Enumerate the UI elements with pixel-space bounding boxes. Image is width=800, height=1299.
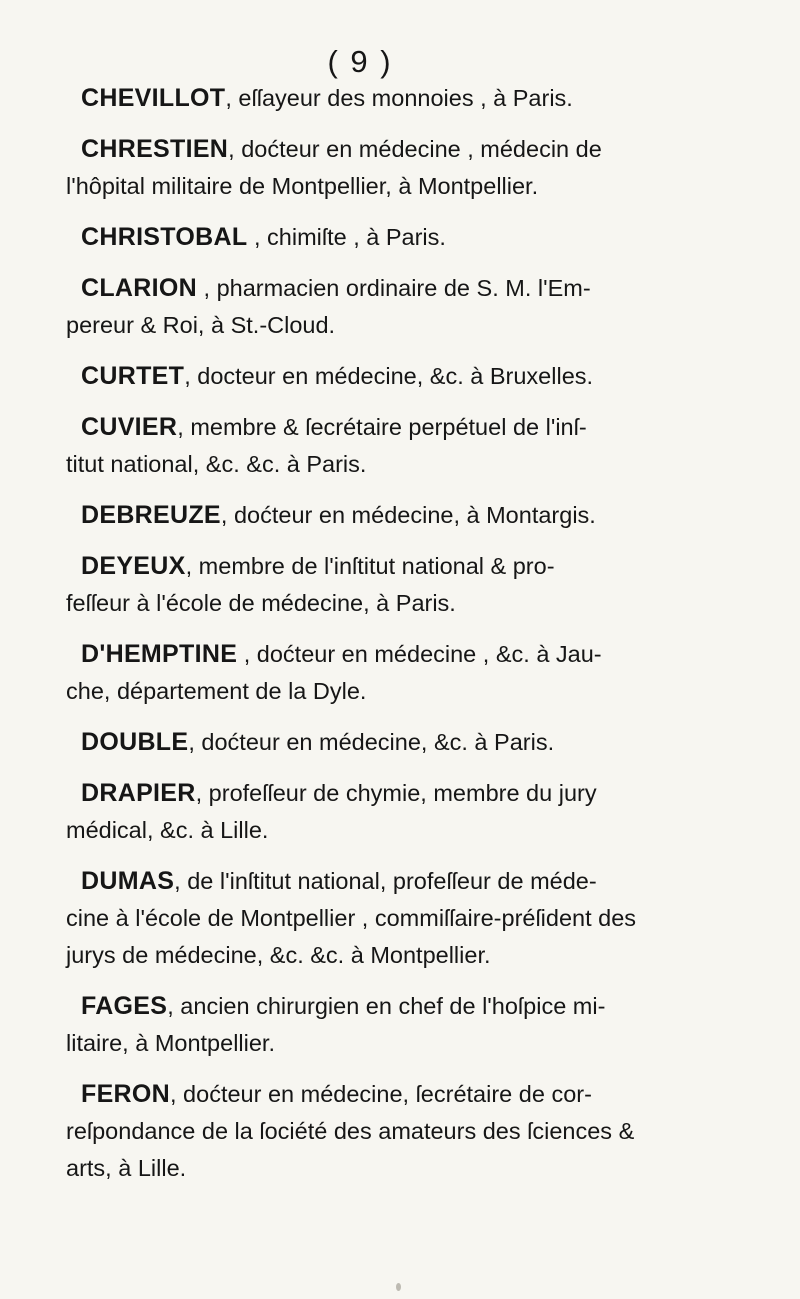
list-entry — [66, 270, 706, 344]
entry-name: DEBREUZE — [81, 501, 221, 529]
list-entry — [66, 863, 706, 974]
list-entry — [66, 1076, 706, 1187]
entry-name: DEYEUX — [81, 552, 186, 580]
entry-text: , docteur en médecine, &c. à Bruxelles. — [184, 363, 594, 389]
entry-name: CURTET — [81, 362, 185, 390]
entry-text: l'hôpital militaire de Montpellier, à Montpellier. — [66, 173, 539, 199]
entry-text: jurys de médecine, &c. &c. à Montpellier. — [66, 942, 491, 968]
entry-text: médical, &c. à Lille. — [66, 817, 269, 843]
list-entry — [66, 409, 706, 483]
entry-name: CHEVILLOT — [81, 84, 226, 112]
entry-name: FAGES — [81, 992, 168, 1020]
entry-text: reſpondance de la ſociété des amateurs des ſciences & — [66, 1118, 635, 1144]
entry-text: , doćteur en médecine , médecin de — [228, 136, 602, 162]
list-entry — [66, 219, 706, 256]
entry-text: arts, à Lille. — [66, 1155, 187, 1181]
list-entry — [66, 988, 706, 1062]
entry-text: , membre & ſecrétaire perpétuel de l'inſ- — [177, 414, 587, 440]
list-entry — [66, 497, 706, 534]
list-entry — [66, 724, 706, 761]
entry-name: D'HEMPTINE — [81, 640, 238, 668]
entry-text: , membre de l'inſtitut national & pro- — [185, 553, 555, 579]
entry-text: pereur & Roi, à St.-Cloud. — [66, 312, 336, 338]
list-entry — [66, 636, 706, 710]
entry-name: FERON — [81, 1080, 170, 1108]
entry-text: , doćteur en médecine, &c. à Paris. — [188, 729, 555, 755]
entry-text: , doćteur en médecine , &c. à Jau- — [237, 641, 602, 667]
list-entry — [66, 80, 706, 117]
list-entry — [66, 775, 706, 849]
entry-text: , doćteur en médecine, à Montargis. — [220, 502, 596, 528]
entry-name: CLARION — [81, 274, 197, 302]
entry-text: , ancien chirurgien en chef de l'hoſpice mi- — [167, 993, 606, 1019]
entry-list — [66, 80, 706, 1201]
entry-text: cine à l'école de Montpellier , commiſſaire-préſident des — [66, 905, 637, 931]
entry-name: DUMAS — [81, 867, 175, 895]
entry-text: , pharmacien ordinaire de S. M. l'Em- — [196, 275, 591, 301]
entry-text: , de l'inſtitut national, profeſſeur de méde- — [174, 868, 597, 894]
entry-text: , chimiſte , à Paris. — [247, 224, 446, 250]
entry-text: , profeſſeur de chymie, membre du jury — [195, 780, 597, 806]
list-entry — [66, 131, 706, 205]
entry-name: DOUBLE — [81, 728, 189, 756]
entry-text: feſſeur à l'école de médecine, à Paris. — [66, 590, 456, 616]
entry-text: che, département de la Dyle. — [66, 678, 367, 704]
entry-name: CHRESTIEN — [81, 135, 229, 163]
entry-name: CHRISTOBAL — [81, 223, 248, 251]
entry-text: , eſſayeur des monnoies , à Paris. — [225, 85, 573, 111]
entry-text: litaire, à Montpellier. — [66, 1030, 275, 1056]
page-number: ( 9 ) — [327, 44, 393, 79]
list-entry — [66, 548, 706, 622]
entry-text: , doćteur en médecine, ſecrétaire de cor- — [170, 1081, 592, 1107]
entry-name: CUVIER — [81, 413, 178, 441]
entry-name: DRAPIER — [81, 779, 196, 807]
list-entry — [66, 358, 706, 395]
entry-text: titut national, &c. &c. à Paris. — [66, 451, 367, 477]
page-speck — [396, 1283, 401, 1291]
